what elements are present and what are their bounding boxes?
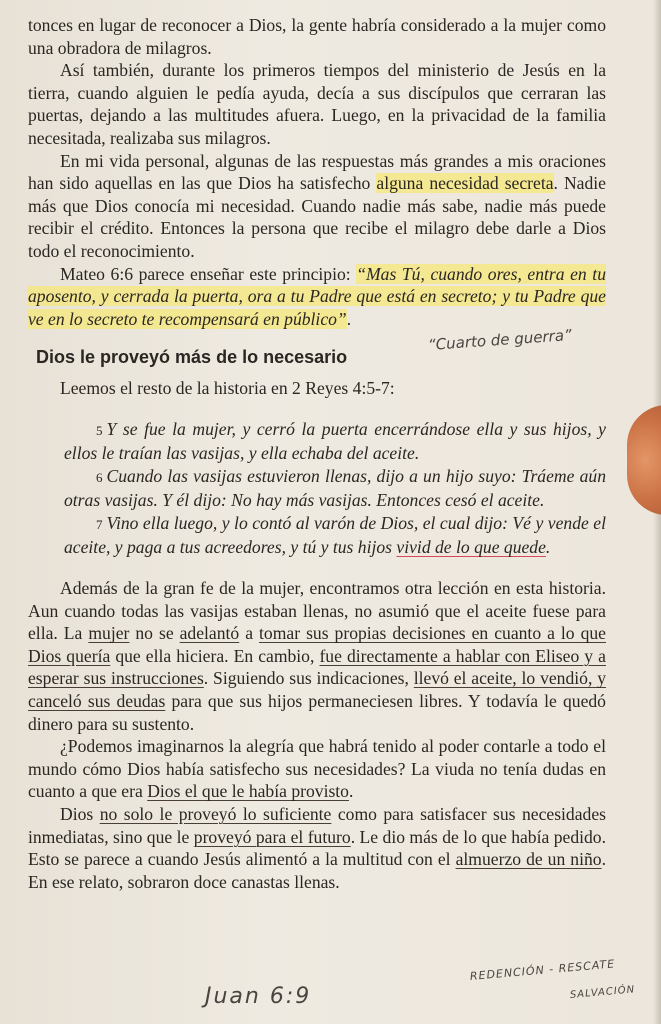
handwritten-note-redencion: REDENCIÓN - RESCATE bbox=[469, 957, 616, 983]
handwritten-note-cuarto: “Cuarto de guerra” bbox=[427, 325, 573, 354]
paragraph-4-text-a: Mateo 6:6 parece enseñar este principio: bbox=[60, 263, 357, 284]
verse-number: 5 bbox=[96, 422, 103, 438]
paragraph-5 bbox=[28, 577, 606, 735]
paragraph-3-text-a: En mi vida personal, algunas de las respuestas más grandes a mis oraciones han sido aquellas en las que Dios ha satisfecho bbox=[28, 150, 606, 194]
text-run: . En ese relato, sobraron doce canastas llenas. bbox=[28, 849, 606, 892]
underline-adelanto: adelantó bbox=[179, 623, 240, 644]
underline-eliseo: fue directamente a hablar con Eliseo y a esperar sus instrucciones bbox=[28, 645, 606, 689]
verse-text: Vino ella luego, y lo contó al varón de Dios, el cual dijo: Vé y vende el aceite, y paga a tus acreedores, y tú y tus hijos bbox=[64, 512, 606, 558]
text-run: para que sus hijos permaneciesen libres. Y todavía le quedó dinero para su sustento. bbox=[28, 691, 606, 734]
underline-mujer: mujer bbox=[88, 623, 130, 644]
paragraph-6 bbox=[28, 735, 606, 803]
paragraph-3 bbox=[28, 150, 606, 263]
paragraph-3-text-b: . Nadie más que Dios conocía mi necesidad. Cuando nadie más sabe, nadie más puede recibir el crédito. Entonces la persona que recibe el milagro debe darle a Dios todo el reconocimiento. bbox=[28, 173, 606, 261]
underline-decisiones: tomar sus propias decisiones en cuanto a lo que Dios quería bbox=[28, 623, 606, 666]
text-run: . bbox=[348, 781, 354, 802]
verse-number: 6 bbox=[96, 469, 103, 485]
highlight-secret-need: alguna necesidad secreta bbox=[376, 173, 554, 194]
paragraph-7 bbox=[28, 803, 606, 893]
verse-underline: vivid de lo que quede bbox=[396, 537, 546, 558]
underline-futuro: proveyó para el futuro bbox=[193, 826, 351, 847]
text-run: . Le dio más de lo que había pedido. Esto se parece a cuando Jesús alimentó a la multitud con el bbox=[28, 826, 607, 870]
underline-suficiente: no solo le proveyó lo suficiente bbox=[99, 804, 332, 824]
thumb bbox=[627, 405, 661, 515]
quote-mateo: “Mas Tú, cuando ores, entra en tu aposento, y cerrada la puerta, ora a tu Padre que está en secreto; y tu Padre que ve en lo secreto te recompensará en público” bbox=[28, 263, 606, 329]
verse-number: 7 bbox=[96, 516, 103, 532]
verses-block bbox=[64, 418, 606, 560]
verse-text: Y se fue la mujer, y cerró la puerta encerrándose ella y sus hijos, y ellos le traían las vasijas, y ella echaba del aceite. bbox=[64, 418, 606, 464]
text-run: Además de la gran fe de la mujer, encontramos otra lección en esta historia. Aun cuando todas las vasijas estaban llenas, no asumió que el aceite fuese para ella. La bbox=[28, 578, 606, 644]
verse-7 bbox=[64, 512, 606, 559]
handwritten-note-juan: Juan 6:9 bbox=[205, 984, 312, 1009]
paragraph-4 bbox=[28, 263, 606, 331]
underline-aceite: llevó el aceite, lo vendió, y canceló sus deudas bbox=[28, 668, 606, 712]
text-run: Dios bbox=[60, 804, 100, 824]
text-run: que ella hiciera. En cambio, bbox=[110, 645, 320, 666]
text-run: ¿Podemos imaginarnos la alegría que habrá tenido al poder contarle a todo el mundo cómo Dios había satisfecho sus necesidades? La viuda no tenía dudas en cuanto a que era bbox=[28, 736, 606, 802]
paragraph-1: tonces en lugar de reconocer a Dios, la gente habría considerado a la mujer como una obradora de milagros. bbox=[28, 15, 606, 58]
verse-text: Cuando las vasijas estuvieron llenas, dijo a un hijo suyo: Tráeme aún otras vasijas. Y él dijo: No hay más vasijas. Entonces cesó el aceite. bbox=[64, 465, 606, 511]
text-run: como para satisfacer sus necesidades inmediatas, sino que le bbox=[28, 804, 606, 847]
section-heading: Dios le proveyó más de lo necesario bbox=[36, 347, 348, 368]
handwritten-note-salvacion: SALVACIÓN bbox=[569, 984, 636, 1001]
intro-line: Leemos el resto de la historia en 2 Reyes 4:5-7: bbox=[60, 377, 395, 398]
underline-almuerzo: almuerzo de un niño bbox=[455, 849, 602, 870]
paragraph-4-text-b: . bbox=[346, 308, 352, 329]
verse-text-end: . bbox=[545, 537, 551, 558]
text-run: a bbox=[239, 623, 260, 644]
verse-5 bbox=[64, 418, 606, 465]
underline-provisto: Dios el que le había provisto bbox=[147, 781, 349, 802]
paragraph-2: Así también, durante los primeros tiempos del ministerio de Jesús en la tierra, cuando alguien le pedía ayuda, decía a sus discípulos que cerraran las puertas, dejando a las multitudes afuera. Luego, en la privacidad de la familia necesitada, realizaba sus milagros. bbox=[28, 60, 606, 148]
page-text bbox=[28, 14, 606, 893]
text-run: no se bbox=[129, 623, 180, 644]
text-run: . Siguiendo sus indicaciones, bbox=[203, 668, 414, 689]
verse-6 bbox=[64, 465, 606, 512]
